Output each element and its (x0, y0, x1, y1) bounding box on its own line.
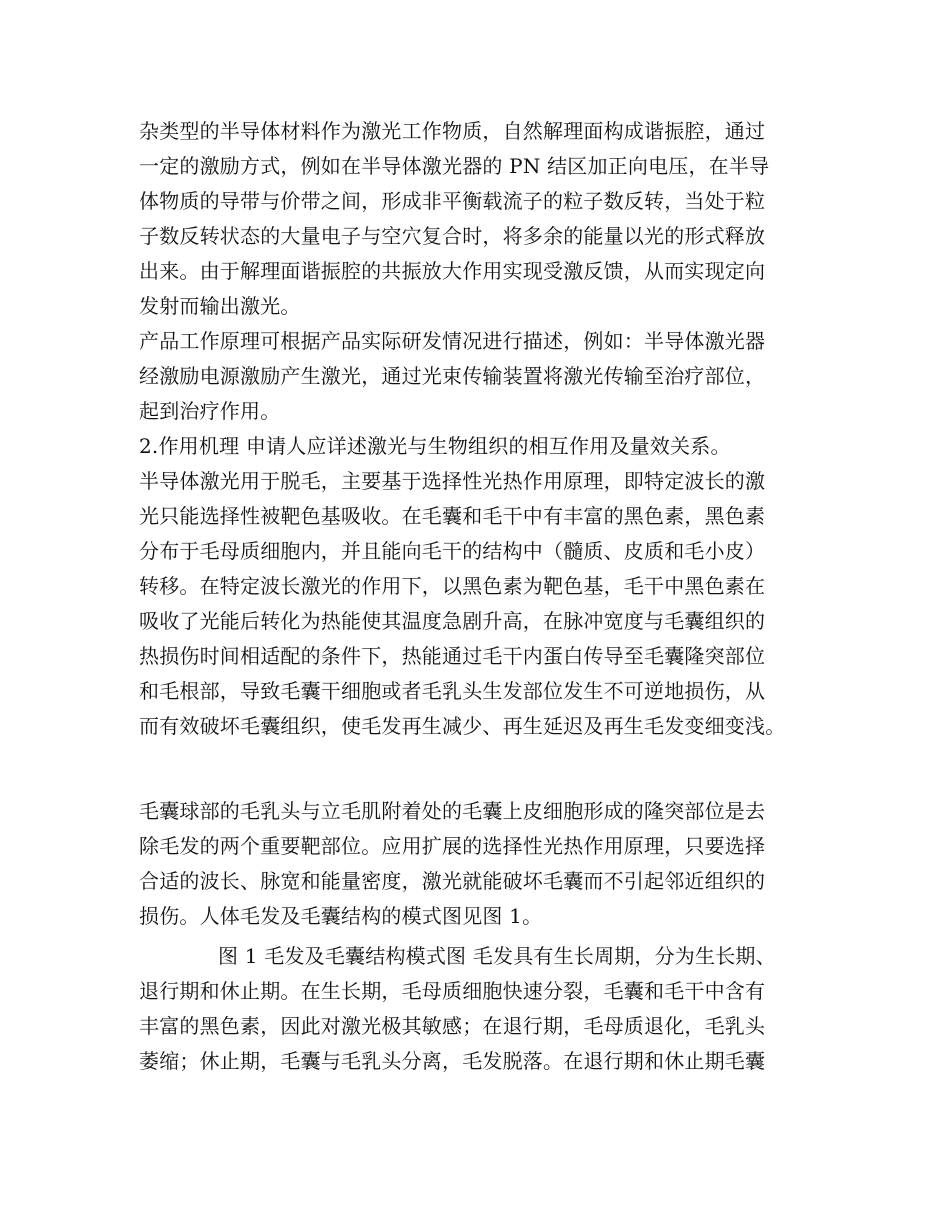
text-line: 经激励电源激励产生激光，通过光束传输装置将激光传输至治疗部位， (139, 364, 766, 388)
text-line: 除毛发的两个重要靶部位。应用扩展的选择性光热作用原理，只要选择 (139, 834, 766, 858)
text-line: 而有效破坏毛囊组织，使毛发再生减少、再生延迟及再生毛发变细变浅。 (139, 714, 786, 738)
text-line: 合适的波长、脉宽和能量密度，激光就能破坏毛囊而不引起邻近组织的 (139, 869, 766, 893)
text-line: 萎缩；休止期，毛囊与毛乳头分离，毛发脱落。在退行期和休止期毛囊 (139, 1049, 766, 1073)
text-line: 出来。由于解理面谐振腔的共振放大作用实现受激反馈，从而实现定向 (139, 259, 766, 283)
figure-caption-line: 图 1 毛发及毛囊结构模式图 毛发具有生长周期，分为生长期、 (218, 944, 776, 968)
text-line: 分布于毛母质细胞内，并且能向毛干的结构中（髓质、皮质和毛小皮） (139, 539, 766, 563)
text-line: 退行期和休止期。在生长期，毛母质细胞快速分裂，毛囊和毛干中含有 (139, 979, 766, 1003)
text-line: 起到治疗作用。 (139, 399, 281, 423)
text-line: 损伤。人体毛发及毛囊结构的模式图见图 1。 (139, 904, 543, 928)
text-line: 半导体激光用于脱毛，主要基于选择性光热作用原理，即特定波长的激 (139, 469, 766, 493)
text-line: 吸收了光能后转化为热能使其温度急剧升高，在脉冲宽度与毛囊组织的 (139, 609, 766, 633)
text-line: 热损伤时间相适配的条件下，热能通过毛干内蛋白传导至毛囊隆突部位 (139, 644, 766, 668)
text-line: 一定的激励方式，例如在半导体激光器的 PN 结区加正向电压，在半导 (139, 154, 770, 178)
text-line: 发射而输出激光。 (139, 294, 301, 318)
text-line: 子数反转状态的大量电子与空穴复合时，将多余的能量以光的形式释放 (139, 224, 766, 248)
text-line: 体物质的导带与价带之间，形成非平衡载流子的粒子数反转，当处于粒 (139, 189, 766, 213)
text-line: 和毛根部，导致毛囊干细胞或者毛乳头生发部位发生不可逆地损伤，从 (139, 679, 766, 703)
section-heading: 2.作用机理 申请人应详述激光与生物组织的相互作用及量效关系。 (139, 434, 731, 458)
text-line: 光只能选择性被靶色基吸收。在毛囊和毛干中有丰富的黑色素，黑色素 (139, 504, 766, 528)
text-line: 杂类型的半导体材料作为激光工作物质，自然解理面构成谐振腔，通过 (139, 119, 766, 143)
text-line: 产品工作原理可根据产品实际研发情况进行描述，例如：半导体激光器 (139, 329, 766, 353)
text-line: 毛囊球部的毛乳头与立毛肌附着处的毛囊上皮细胞形成的隆突部位是去 (139, 799, 766, 823)
text-line: 丰富的黑色素，因此对激光极其敏感；在退行期，毛母质退化，毛乳头 (139, 1014, 766, 1038)
text-line: 转移。在特定波长激光的作用下，以黑色素为靶色基，毛干中黑色素在 (139, 574, 766, 598)
